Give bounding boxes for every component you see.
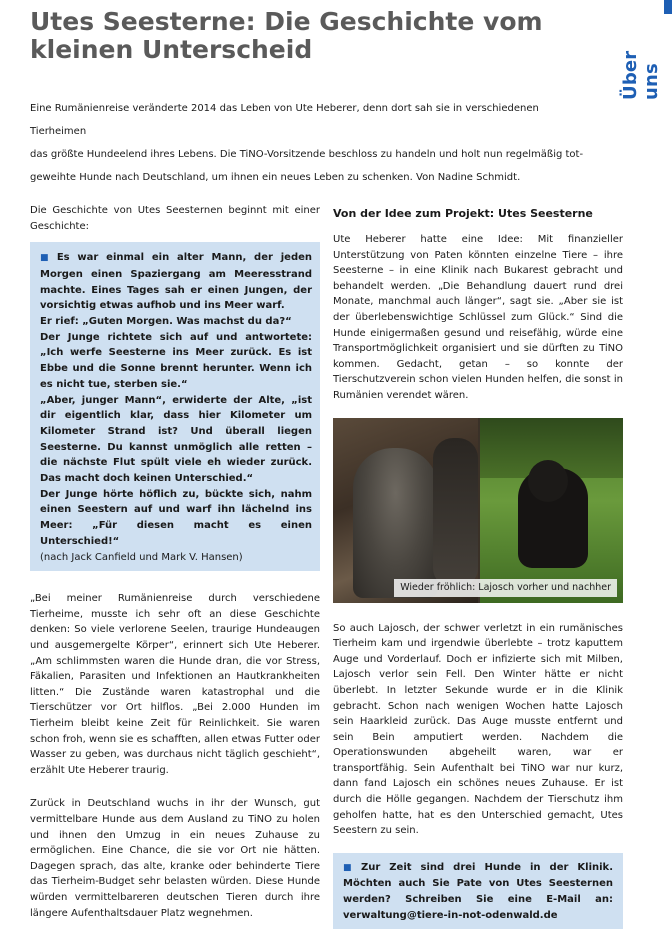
sponsor-callout-box	[333, 853, 623, 929]
story-paragraph: Der Junge hörte höflich zu, bückte sich, nahm einen Seestern auf und warf ihn lächelnd ins Meer: „Für diesen macht es einen Unterschied!“	[40, 488, 312, 547]
square-bullet-icon: ■	[343, 862, 358, 873]
callout-text: Zur Zeit sind drei Hunde in der Klinik. Möchten auch Sie Pate von Utes Seesternen werden? Schreiben Sie eine E-Mail an: verwaltung@tiere-in-not-odenwald.de	[343, 861, 613, 921]
intro-line: Eine Rumänienreise veränderte 2014 das Leben von Ute Heberer, denn dort sah sie in verschiedenen Tierheimen	[30, 103, 539, 137]
title-line-1: Utes Seesterne: Die Geschichte vom	[30, 7, 543, 36]
article-title	[30, 8, 590, 64]
story-paragraph: Er rief: „Guten Morgen. Was machst du da?“	[40, 316, 292, 327]
story-paragraph: „Aber, junger Mann“, erwiderte der Alte, „ist dir eigentlich klar, dass hier Kilometer um Kilometer Strand ist? Und überall liegen Seesterne. Du kannst unmöglich alle retten – die nächste Flut spült viele eh wieder zurück. Das macht doch keinen Unterschied.“	[40, 394, 312, 485]
intro-line: das größte Hundeelend ihres Lebens. Die TiNO-Vorsitzende beschloss zu handeln und holt nun regelmäßig tot-	[30, 149, 584, 160]
body-paragraph: „Bei meiner Rumänienreise durch verschiedene Tierheime, musste ich sehr oft an diese Geschichte denken: So viele verlorene Seelen, traurige Hundeaugen und ausgemergelte Körper“, erinnert sich Ute Heberer. „Am schlimmsten waren die Hunde dran, die vor Stress, Fäkalien, Parasiten und Infektionen an Hautkrankheiten litten.“ Die Zustände waren katastrophal und die Tierschützer vor Ort hilflos. „Bei 2.000 Hunden im Tierheim bleibt keine Zeit für Reinlichkeit. Sie waren schon froh, wenn sie es schafften, allen etwas Futter oder Wasser zu geben, was durchaus nicht täglich geschieht“, erzählt Ute Heberer traurig.	[30, 593, 320, 776]
section-subheading: Von der Idee zum Projekt: Utes Seesterne	[333, 207, 593, 220]
right-column	[333, 203, 623, 929]
dog-background-shape	[433, 438, 478, 588]
intro-teaser	[30, 97, 590, 189]
photo-before	[333, 418, 478, 603]
section-tab-bar	[664, 0, 672, 14]
square-bullet-icon: ■	[40, 253, 53, 264]
body-paragraph: Zurück in Deutschland wuchs in ihr der Wunsch, gut vermittelbare Hunde aus dem Ausland zu TiNO zu holen und ihnen den Umzug in ein neues Zuhause zu ermöglichen. Eine Chance, die sie vor Ort nie hätten. Dagegen sprach, das alte, kranke oder behinderte Tiere das Tierheim-Budget sehr belasten würden. Diese Hunde würden vermittelbareren deutschen Tieren durch ihre längere Aufenthaltsdauer Platz wegnehmen.	[30, 798, 320, 919]
photo-caption: Wieder fröhlich: Lajosch vorher und nachher	[394, 579, 617, 597]
story-paragraph	[40, 250, 312, 314]
dog-after-head-shape	[528, 460, 568, 502]
body-paragraph: Ute Heberer hatte eine Idee: Mit finanzieller Unterstützung von Paten könnten einzelne Tiere – ihre Seesterne – in eine Klinik nach Bukarest gebracht und behandelt werden. „Die Behandlung dauert rund drei Monate, manchmal auch länger“, sagt sie. „Aber sie ist der überlebenswichtige Schlüssel zum Glück.“ Sind die Hunde einigermaßen gesund und reisefähig, würde eine Transportmöglichkeit organisiert und sie dürften zu TiNO kommen. Gedacht, getan – so konnte der Tierschutzverein schon vielen Hunden helfen, die sonst in Rumänien verendet wären.	[333, 234, 623, 401]
story-source: (nach Jack Canfield und Mark V. Hansen)	[40, 551, 243, 563]
left-column	[30, 203, 320, 921]
story-text: Es war einmal ein alter Mann, der jeden Morgen einen Spaziergang am Meeresstrand machte. Eines Tages sah er einen Jungen, der vorsichtig etwas aufhob und ins Meer warf.	[40, 252, 312, 312]
before-after-photo	[333, 418, 623, 603]
intro-line: geweihte Hunde nach Deutschland, um ihnen ein neues Leben zu schenken. Von Nadine Schmidt.	[30, 172, 521, 183]
lead-paragraph: Die Geschichte von Utes Seesternen beginnt mit einer Geschichte:	[30, 205, 320, 232]
body-paragraph: So auch Lajosch, der schwer verletzt in ein rumänisches Tierheim kam und irgendwie überlebte – trotz kaputtem Auge und Vorderlauf. Doch er infizierte sich mit Milben, Lajosch verlor sein Fell. Den Winter hätte er nicht überlebt. In letzter Sekunde wurde er in die Klinik gebracht. Schon nach wenigen Wochen hatte Lajosch sein Haarkleid zurück. Das Auge musste entfernt und sein Bein amputiert werden. Nachdem die Operationswunden abgeheilt waren, war er transportfähig. Sein Aufenthalt bei TiNO war nur kurz, dann fand Lajosch ein schönes neues Zuhause. Er ist durch die Hölle gegangen. Nachdem der Tierschutz ihm geholfen hatte, hat es den Unterschied gemacht, Utes Seestern zu sein.	[333, 622, 623, 837]
starfish-story-box	[30, 242, 320, 571]
dog-before-shape	[353, 448, 438, 598]
section-tab-label: Über uns	[620, 50, 662, 100]
section-tab	[620, 0, 672, 100]
photo-after	[480, 418, 623, 603]
story-paragraph: Der Junge richtete sich auf und antwortete: „Ich werfe Seesterne ins Meer zurück. Es ist Ebbe und die Sonne brennt herunter. Wenn ich es nicht tue, sterben sie.“	[40, 331, 312, 390]
title-line-2: kleinen Unterscheid	[30, 35, 313, 64]
